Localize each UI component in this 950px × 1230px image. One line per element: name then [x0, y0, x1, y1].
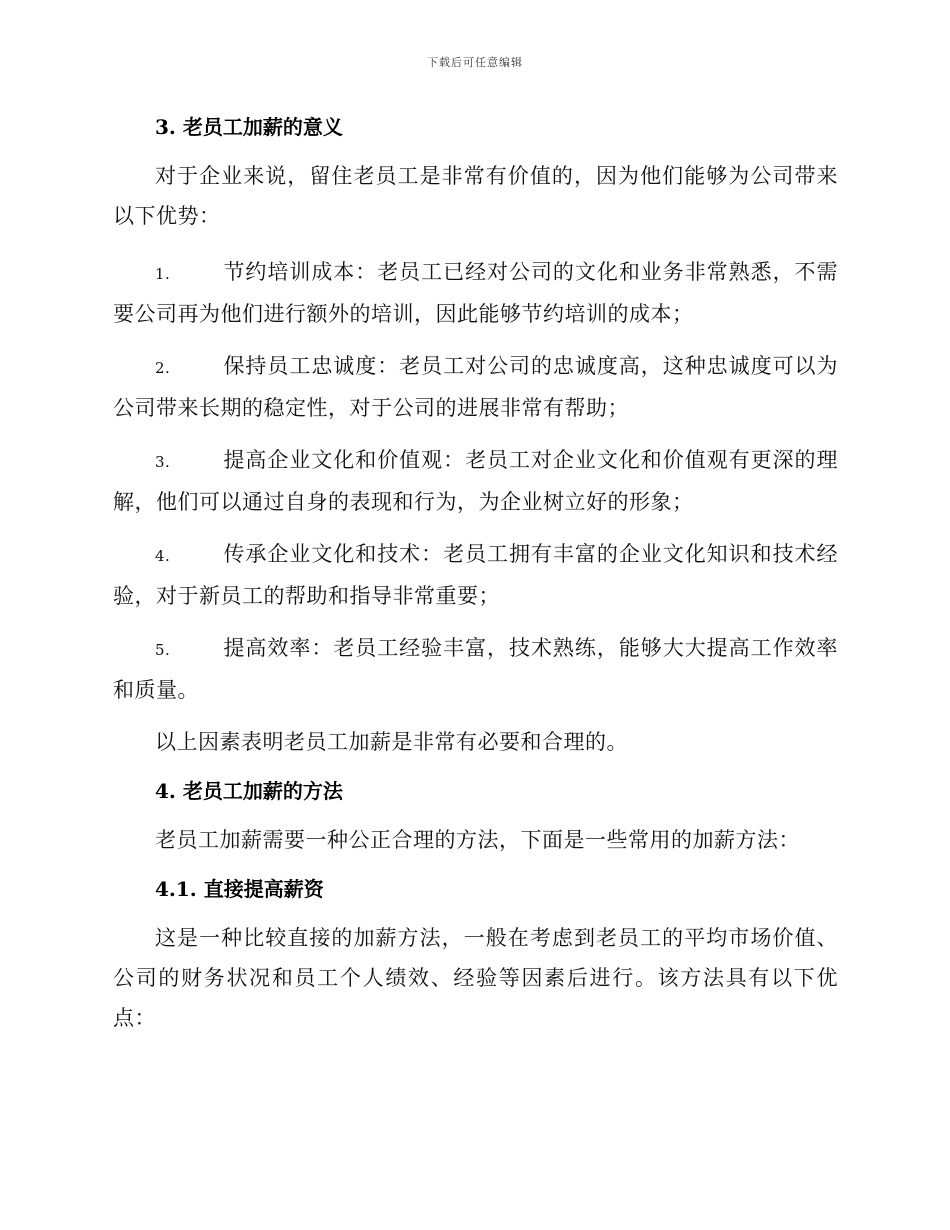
list-item-text: 节约培训成本：老员工已经对公司的文化和业务非常熟悉，不需要公司再为他们进行额外的培训，因此能够节约培训的成本； [113, 260, 838, 326]
list-item-1 [113, 252, 838, 334]
section-3-intro: 对于企业来说，留住老员工是非常有价值的，因为他们能够为公司带来以下优势： [113, 164, 838, 228]
section-4-intro: 老员工加薪需要一种公正合理的方法，下面是一些常用的加薪方法： [155, 828, 800, 852]
document-body [113, 110, 838, 1038]
section-4-heading: 4. 老员工加薪的方法 [155, 779, 343, 803]
section-3-conclusion: 以上因素表明老员工加薪是非常有必要和合理的。 [155, 730, 628, 754]
list-number: 2. [155, 359, 171, 377]
list-number: 4. [155, 547, 171, 565]
list-number: 3. [155, 453, 171, 471]
section-3-heading: 3. 老员工加薪的意义 [155, 115, 343, 139]
subsection-4-1-heading: 4.1. 直接提高薪资 [155, 877, 324, 901]
list-item-3 [113, 440, 838, 522]
list-item-5 [113, 628, 838, 710]
page-header: 下载后可任意编辑 [427, 56, 523, 69]
list-item-text: 提高效率：老员工经验丰富，技术熟练，能够大大提高工作效率和质量。 [113, 636, 838, 702]
list-number: 1. [155, 265, 171, 283]
list-item-2 [113, 346, 838, 428]
list-number: 5. [155, 641, 171, 659]
list-item-text: 提高企业文化和价值观：老员工对企业文化和价值观有更深的理解，他们可以通过自身的表现和行为，为企业树立好的形象； [113, 448, 838, 514]
list-item-text: 保持员工忠诚度：老员工对公司的忠诚度高，这种忠诚度可以为公司带来长期的稳定性，对于公司的进展非常有帮助； [113, 354, 838, 420]
list-item-text: 传承企业文化和技术：老员工拥有丰富的企业文化知识和技术经验，对于新员工的帮助和指导非常重要； [113, 542, 838, 608]
subsection-4-1-text: 这是一种比较直接的加薪方法，一般在考虑到老员工的平均市场价值、公司的财务状况和员工个人绩效、经验等因素后进行。该方法具有以下优点： [113, 926, 838, 1030]
list-item-4 [113, 534, 838, 616]
